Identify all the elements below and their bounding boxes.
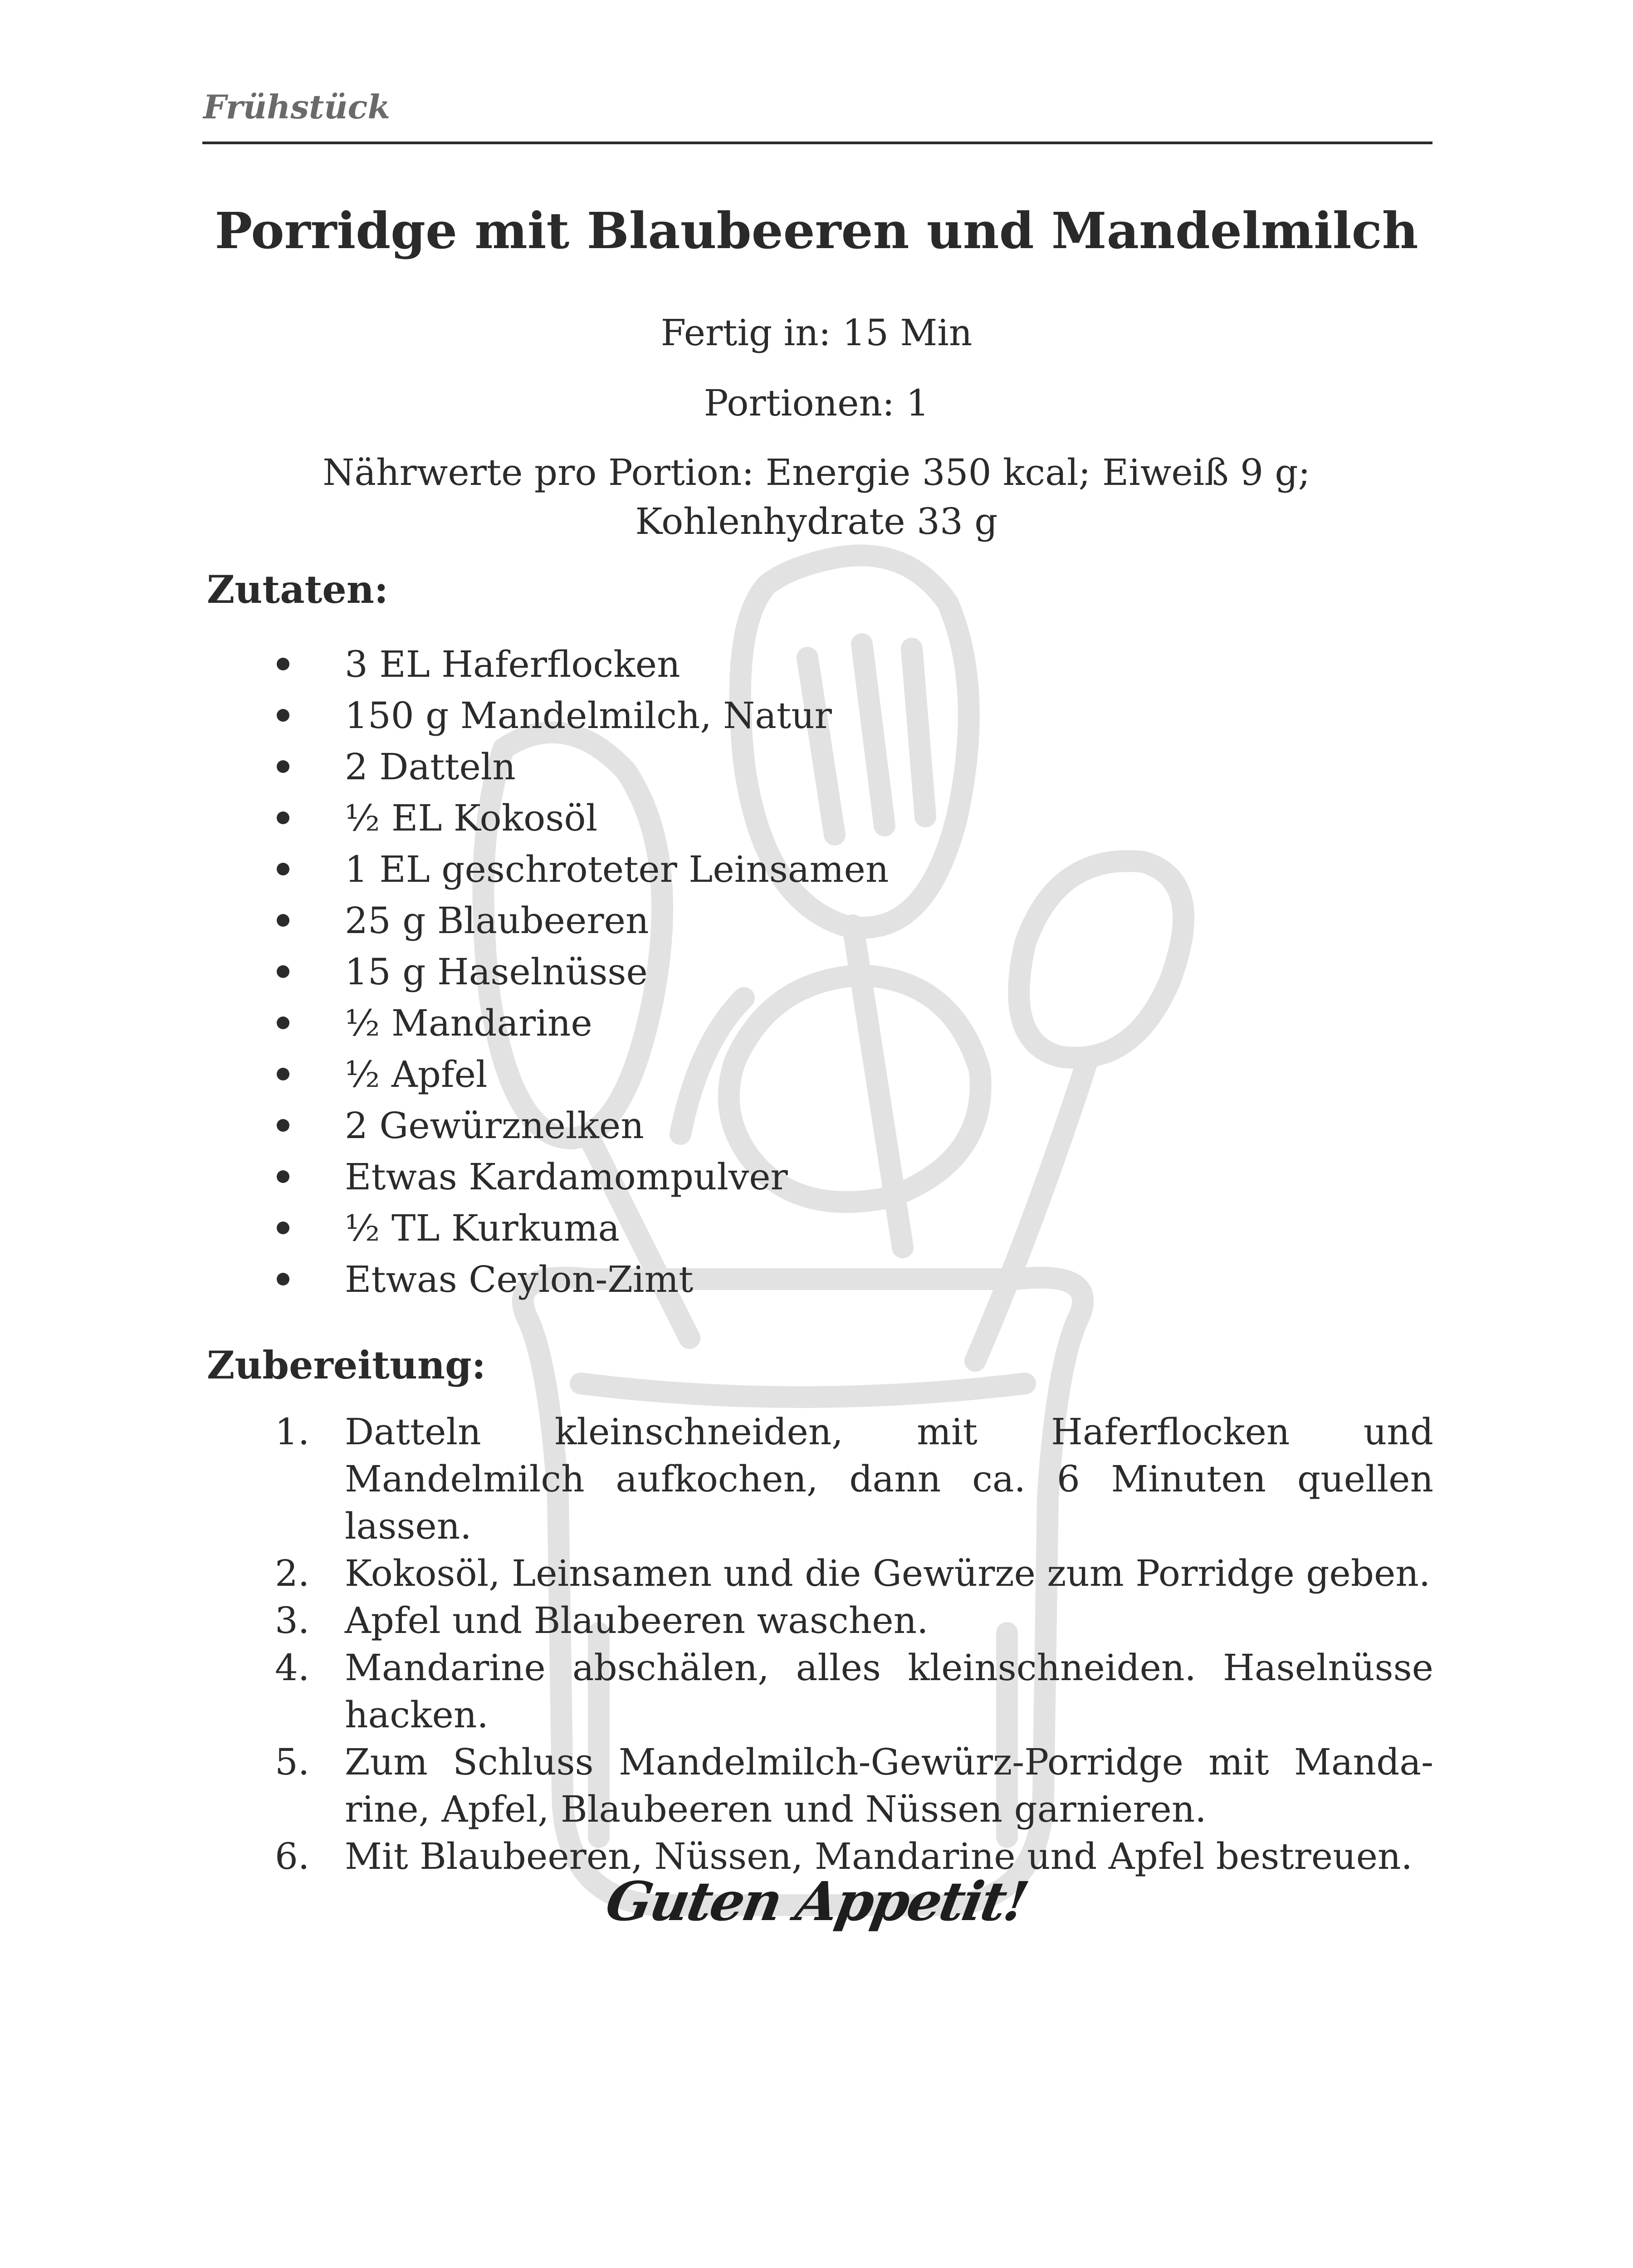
ingredient-text: ½ EL Kokosöl [345,797,598,839]
ingredient-text: ½ TL Kurkuma [345,1207,620,1249]
ingredient-text: 25 g Blaubeeren [345,899,649,942]
step-number: 3. [275,1599,310,1642]
list-item [0,1254,889,1305]
list-item [0,690,889,741]
nutrition-line: Kohlenhydrate 33 g [635,500,998,543]
list-item [0,1408,1433,1550]
step-number: 2. [275,1552,310,1594]
bullet-icon [277,1119,289,1132]
ingredient-text: ½ Apfel [345,1053,488,1095]
bullet-icon [277,1170,289,1183]
bullet-icon [277,658,289,670]
ingredient-text: 3 EL Haferflocken [345,643,680,685]
bullet-icon [277,1068,289,1080]
servings: Portionen: 1 [704,382,929,424]
step-number: 6. [275,1835,310,1877]
bullet-icon [277,760,289,773]
header-divider [202,142,1433,144]
step-text: Apfel und Blaubeeren waschen. [345,1599,929,1642]
list-item [0,895,889,946]
recipe-title: Porridge mit Blaubeeren und Mandelmilch [215,201,1418,260]
step-number: 5. [275,1741,310,1783]
step-number: 4. [275,1647,310,1689]
step-number: 1. [275,1411,310,1453]
bullet-icon [277,709,289,722]
list-item [0,946,889,997]
ingredients-heading: Zutaten: [207,567,388,612]
ingredient-text: 15 g Haselnüsse [345,951,648,993]
list-item [0,1049,889,1100]
list-item [0,1739,1433,1833]
list-item [0,1202,889,1254]
ingredient-text: 1 EL geschroteter Leinsamen [345,848,889,890]
ingredients-list [0,639,889,1305]
list-item [0,1550,1433,1597]
ingredient-text: ½ Mandarine [345,1002,592,1044]
list-item [0,997,889,1049]
ingredient-text: 2 Datteln [345,746,516,788]
list-item [0,792,889,844]
ready-time: Fertig in: 15 Min [660,312,973,354]
bullet-icon [277,1273,289,1286]
step-text: Kokosöl, Leinsamen und die Gewürze zum Porridge geben. [345,1552,1431,1594]
closing-greeting: Guten Appetit! [601,1870,1032,1933]
list-item [0,1644,1433,1739]
step-text: Zum Schluss Mandelmilch-Gewürz-Porridge mit Mandarine, Apfel, Blaubeeren und Nüssen garnieren. [345,1741,1433,1830]
bullet-icon [277,1017,289,1029]
bullet-icon [277,863,289,875]
list-item [0,1597,1433,1644]
step-text: Mit Blaubeeren, Nüssen, Mandarine und Apfel bestreuen. [345,1835,1413,1877]
bullet-icon [277,811,289,824]
ingredient-text: 2 Gewürznelken [345,1105,644,1147]
list-item [0,741,889,792]
bullet-icon [277,965,289,978]
list-item [0,844,889,895]
preparation-steps [0,1408,1433,1880]
section-label: Frühstück [203,88,391,126]
list-item [0,1151,889,1202]
nutrition-line: Nährwerte pro Portion: Energie 350 kcal; Eiweiß 9 g; [323,451,1310,494]
ingredient-text: 150 g Mandelmilch, Natur [345,694,832,737]
ingredient-text: Etwas Ceylon-Zimt [345,1258,694,1300]
nutrition-info [181,448,1452,546]
step-text: Datteln kleinschneiden, mit Haferflocken und Mandelmilch aufkochen, dann ca. 6 Minuten quellen lassen. [345,1411,1433,1547]
list-item [0,639,889,690]
list-item [0,1100,889,1151]
bullet-icon [277,1222,289,1234]
preparation-heading: Zubereitung: [207,1343,486,1388]
step-text: Mandarine abschälen, alles kleinschneiden. Haselnüsse hacken. [345,1647,1433,1736]
ingredient-text: Etwas Kardamompulver [345,1156,788,1198]
bullet-icon [277,914,289,927]
